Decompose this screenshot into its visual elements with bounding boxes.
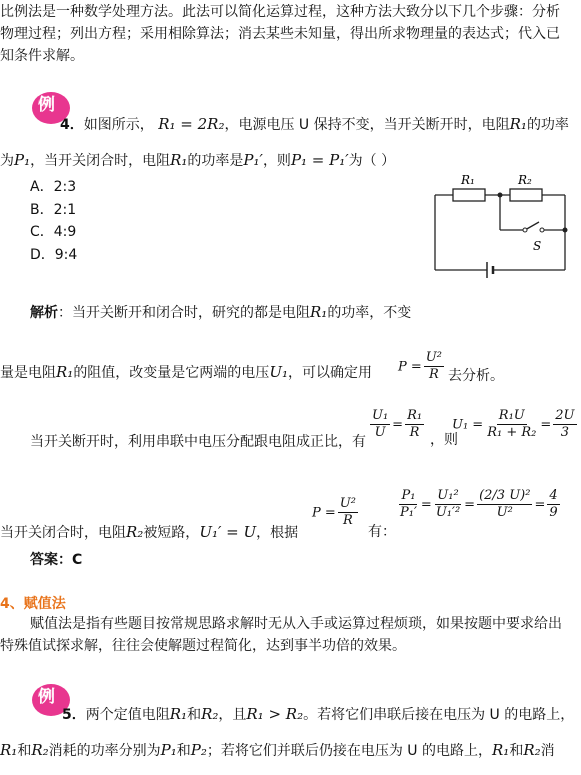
answer: 答案：C: [30, 552, 83, 568]
ex4-text: ，则: [262, 153, 291, 169]
option-b: B．2:1: [30, 202, 77, 218]
fraction-u1-u: [370, 408, 390, 441]
formula-lhs: P =: [398, 359, 422, 375]
ex5-text: 消耗的功率分别为: [48, 743, 161, 759]
equals-sign: =: [464, 497, 476, 513]
ex5-text: ，且: [218, 707, 247, 723]
ex5-line-1: [62, 704, 574, 725]
ex5-text: ；若将它们并联后仍接在电压为 U 的电路上，: [206, 743, 492, 759]
fraction-num: U₁²: [437, 488, 459, 503]
fraction-den: R: [342, 513, 353, 528]
ex5-r1: R₁: [492, 741, 510, 759]
ex5-p1: P₁: [160, 741, 177, 759]
u1-formula: [452, 408, 579, 441]
fraction-2u-3: [553, 408, 576, 441]
fraction-num: U²: [425, 350, 442, 365]
ex4-text: 如图所示，: [83, 117, 154, 133]
fraction-den: U: [374, 425, 386, 440]
fraction-num: 4: [549, 488, 558, 503]
formula-lhs: P =: [312, 505, 336, 521]
ex4-line-1: [60, 114, 569, 135]
fraction-4-9: [547, 488, 559, 521]
fraction-r1-r: [405, 408, 424, 441]
equals-sign: =: [392, 417, 404, 433]
fraction-u2-r: [338, 496, 358, 529]
equals-sign: =: [540, 417, 552, 433]
circuit-diagram: [425, 170, 575, 285]
ex5-line-2: [0, 740, 555, 761]
fraction-num: U²: [339, 496, 356, 511]
ratio-result-formula: [396, 488, 562, 521]
section-title: 4、赋值法: [0, 596, 66, 612]
ex4-number: 4．: [60, 117, 84, 133]
ex4-eq-r1-2r2: R₁ = 2R₂: [158, 115, 225, 133]
fraction-num: U₁: [372, 408, 389, 423]
fraction-den: U₁′²: [435, 505, 461, 520]
fraction-r1u: [485, 408, 538, 441]
analysis-u1: U₁: [269, 363, 288, 381]
ex5-r2: R₂: [523, 741, 541, 759]
ex5-text: 两个定值电阻: [85, 707, 170, 723]
fraction-num: R₁U: [498, 408, 525, 423]
analysis-text: ，根据: [256, 525, 299, 541]
formula-lhs: U₁ =: [452, 417, 484, 433]
power-formula-2: [312, 496, 360, 529]
section-para-line-1: 赋值法是指有些题目按常规思路求解时无从入手或运算过程烦琐，如果按题中要求给出: [30, 616, 562, 632]
ex5-r2: R₂: [31, 741, 49, 759]
r1-label: R₁: [461, 173, 475, 187]
fraction-u1sq: [434, 488, 462, 521]
fraction-23u: [477, 488, 532, 521]
intro-line-1: 比例法是一种数学处理方法。此法可以简化运算过程，这种方法大致分以下几个步骤：分析: [0, 4, 560, 20]
ex4-line-2: [0, 150, 395, 171]
ex5-r2: R₂: [201, 705, 219, 723]
equals-sign: =: [534, 497, 546, 513]
ex4-r1: R₁: [170, 151, 188, 169]
ex5-text: 消: [540, 743, 555, 759]
switch-contact: [523, 228, 527, 232]
section-para-line-2: 特殊值试探求解，往往会使解题过程简化，达到事半功倍的效果。: [0, 638, 406, 654]
switch-contact: [540, 228, 544, 232]
ratio-formula: [368, 408, 426, 441]
analysis-text: ，可以确定用: [287, 365, 372, 381]
example-badge-label: 例: [38, 95, 55, 115]
fraction-den: U²: [496, 505, 513, 520]
option-a: A．2:3: [30, 179, 77, 195]
ex4-p1: P₁: [14, 151, 31, 169]
then-text: ，则: [430, 432, 458, 448]
ex5-number: 5．: [62, 707, 86, 723]
intro-line-2: 物理过程；列出方程；采用相除算法；消去某些未知量，得出所求物理量的表达式；代入已: [0, 26, 560, 42]
ex5-text: 。若将它们串联后接在电压为 U 的电路上，: [303, 707, 575, 723]
ex5-text: 和: [509, 743, 524, 759]
analysis-r2: R₂: [126, 523, 144, 541]
analysis-text: 量是电阻: [0, 365, 56, 381]
ex5-p2: P₂: [190, 741, 207, 759]
ex4-p1-prime: P₁′: [243, 151, 263, 169]
junction-dot: [498, 193, 503, 198]
option-c: C．4:9: [30, 224, 77, 240]
analysis-line-4: [0, 522, 298, 543]
resistor-r2: [510, 189, 542, 201]
ex5-compare: R₁ > R₂: [246, 705, 304, 723]
has-text: 有：: [368, 524, 396, 540]
fraction-den: 9: [549, 505, 558, 520]
ex5-r1: R₁: [0, 741, 18, 759]
example-badge-label: 例: [38, 687, 55, 707]
analysis-line-2-end: 去分析。: [448, 368, 504, 384]
analysis-line-2: [0, 362, 372, 383]
fraction-p1: [398, 488, 419, 521]
ex4-text: ，当开关闭合时，电阻: [30, 153, 171, 169]
fraction-den: R: [409, 425, 420, 440]
fraction-num: 2U: [555, 408, 575, 423]
fraction-den: P₁′: [400, 505, 417, 520]
fraction-den: R₁ + R₂: [487, 425, 537, 440]
ex5-r1: R₁: [169, 705, 188, 723]
equals-sign: =: [420, 497, 432, 513]
ex4-text: 为: [0, 153, 14, 169]
ex4-eq-p1-ratio: P₁ = P₁′: [290, 151, 349, 169]
analysis-r1: R₁: [56, 363, 74, 381]
analysis-text: ：当开关断开和闭合时，研究的都是电阻: [58, 305, 310, 321]
ex4-text: 的功率: [526, 117, 569, 133]
fraction-num: R₁: [407, 408, 423, 423]
analysis-text: 的阻值，改变量是它两端的电压: [73, 365, 270, 381]
ex5-text: 和: [176, 743, 191, 759]
intro-line-3: 知条件求解。: [0, 48, 84, 64]
fraction-den: 3: [560, 425, 570, 440]
switch-label: S: [533, 239, 542, 253]
analysis-text: 当开关闭合时，电阻: [0, 525, 126, 541]
ex4-text: 的功率是: [187, 153, 244, 169]
fraction-u2-r: [424, 350, 444, 383]
fraction-den: R: [428, 367, 439, 382]
analysis-text: 的功率，不变: [327, 305, 412, 321]
ex5-text: 和: [17, 743, 32, 759]
fraction-num: P₁: [401, 488, 416, 503]
ex5-text: 和: [187, 707, 202, 723]
ex4-text: ，电源电压 U 保持不变，当开关断开时，电阻: [224, 117, 510, 133]
option-d: D．9:4: [30, 247, 78, 263]
junction-dot: [563, 228, 568, 233]
ex4-r1: R₁: [509, 115, 527, 133]
power-formula: [398, 350, 446, 383]
analysis-r1: R₁: [310, 303, 328, 321]
analysis-label: 解析: [30, 305, 58, 321]
analysis-u1-prime: U₁′ = U: [199, 523, 257, 541]
analysis-line-1: [30, 302, 411, 323]
resistor-r1: [453, 189, 485, 201]
analysis-text: 被短路，: [143, 525, 200, 541]
ex4-text: 为（ ）: [348, 153, 396, 169]
analysis-line-3: 当开关断开时，利用串联中电压分配跟电阻成正比，有: [30, 434, 366, 450]
fraction-num: (2/3 U)²: [479, 488, 531, 503]
r2-label: R₂: [518, 173, 532, 187]
